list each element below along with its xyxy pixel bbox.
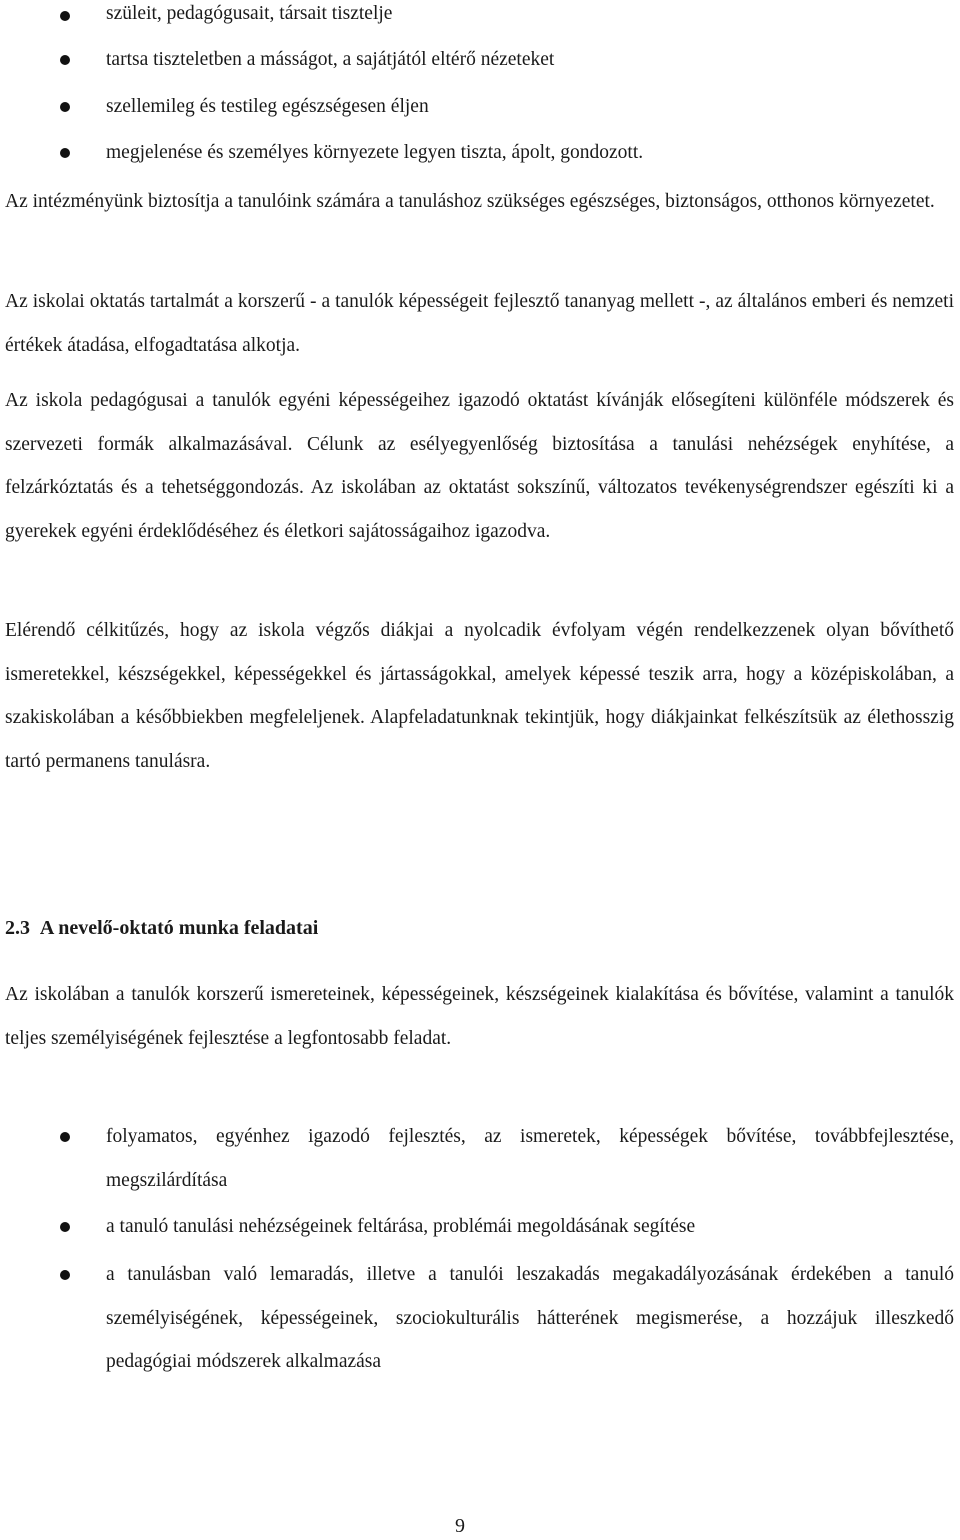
bullet-icon: [60, 55, 70, 65]
bullet-icon: [60, 148, 70, 158]
bullet-icon: [60, 11, 70, 21]
paragraph: Elérendő célkitűzés, hogy az iskola végzős diákjai a nyolcadik évfolyam végén rendelkezzenek olyan bővíthető ismeretekkel, készségekkel, képességekkel és jártasságokkal, amelyek képessé teszik arra, hogy a középiskolában, a szakiskolában a későbbiekben megfeleljenek. Alapfeladatunknak tekintjük, hogy diákjainkat felkészítsük az élethosszig tartó permanens tanulásra.: [5, 620, 954, 772]
section-number: 2.3: [5, 917, 30, 939]
paragraph: Az iskola pedagógusai a tanulók egyéni képességeihez igazodó oktatást kívánják elősegíteni különféle módszerek és szervezeti formák alkalmazásával. Célunk az esélyegyenlőség biztosítása a tanulási nehézségek enyhítése, a felzárkóztatás és a tehetséggondozás. Az iskolában az oktatást sokszínű, változatos tevékenységrendszer egészíti ki a gyerekek egyéni érdeklődéséhez és életkori sajátosságaihoz igazodva.: [5, 390, 954, 542]
paragraph: Az intézményünk biztosítja a tanulóink számára a tanuláshoz szükséges egészséges, biztonságos, otthonos környezetet.: [5, 191, 935, 212]
page-number: 9: [455, 1515, 465, 1537]
paragraph: Az iskolai oktatás tartalmát a korszerű - a tanulók képességeit fejlesztő tananyag mellett -, az általános emberi és nemzeti értékek átadása, elfogadtatása alkotja.: [5, 291, 954, 356]
bullet-icon: [60, 1222, 70, 1232]
section-title: A nevelő-oktató munka feladatai: [39, 917, 319, 939]
list-item-text: folyamatos, egyénhez igazodó fejlesztés, az ismeretek, képességek bővítése, továbbfejlesztése, megszilárdítása: [106, 1126, 954, 1191]
bullet-icon: [60, 102, 70, 112]
bullet-icon: [60, 1132, 70, 1142]
list-item-text: szüleit, pedagógusait, társait tisztelje: [106, 3, 393, 24]
bullet-icon: [60, 1270, 70, 1280]
list-item-text: tartsa tiszteletben a másságot, a sajátjától eltérő nézeteket: [106, 49, 555, 70]
section-heading: [5, 910, 318, 946]
section-intro: Az iskolában a tanulók korszerű ismereteinek, képességeinek, készségeinek kialakítása és bővítése, valamint a tanulók teljes személyiségének fejlesztése a legfontosabb feladat.: [5, 984, 954, 1049]
list-item-text: a tanulásban való lemaradás, illetve a tanulói leszakadás megakadályozásának érdekében a tanuló személyiségének, képességeinek, szociokulturális hátterének megismerése, a hozzájuk illeszkedő pedagógiai módszerek alkalmazása: [106, 1264, 954, 1372]
list-item-text: megjelenése és személyes környezete legyen tiszta, ápolt, gondozott.: [106, 142, 644, 163]
list-item-text: a tanuló tanulási nehézségeinek feltárása, problémái megoldásának segítése: [106, 1216, 696, 1237]
list-item-text: szellemileg és testileg egészségesen éljen: [106, 96, 429, 117]
